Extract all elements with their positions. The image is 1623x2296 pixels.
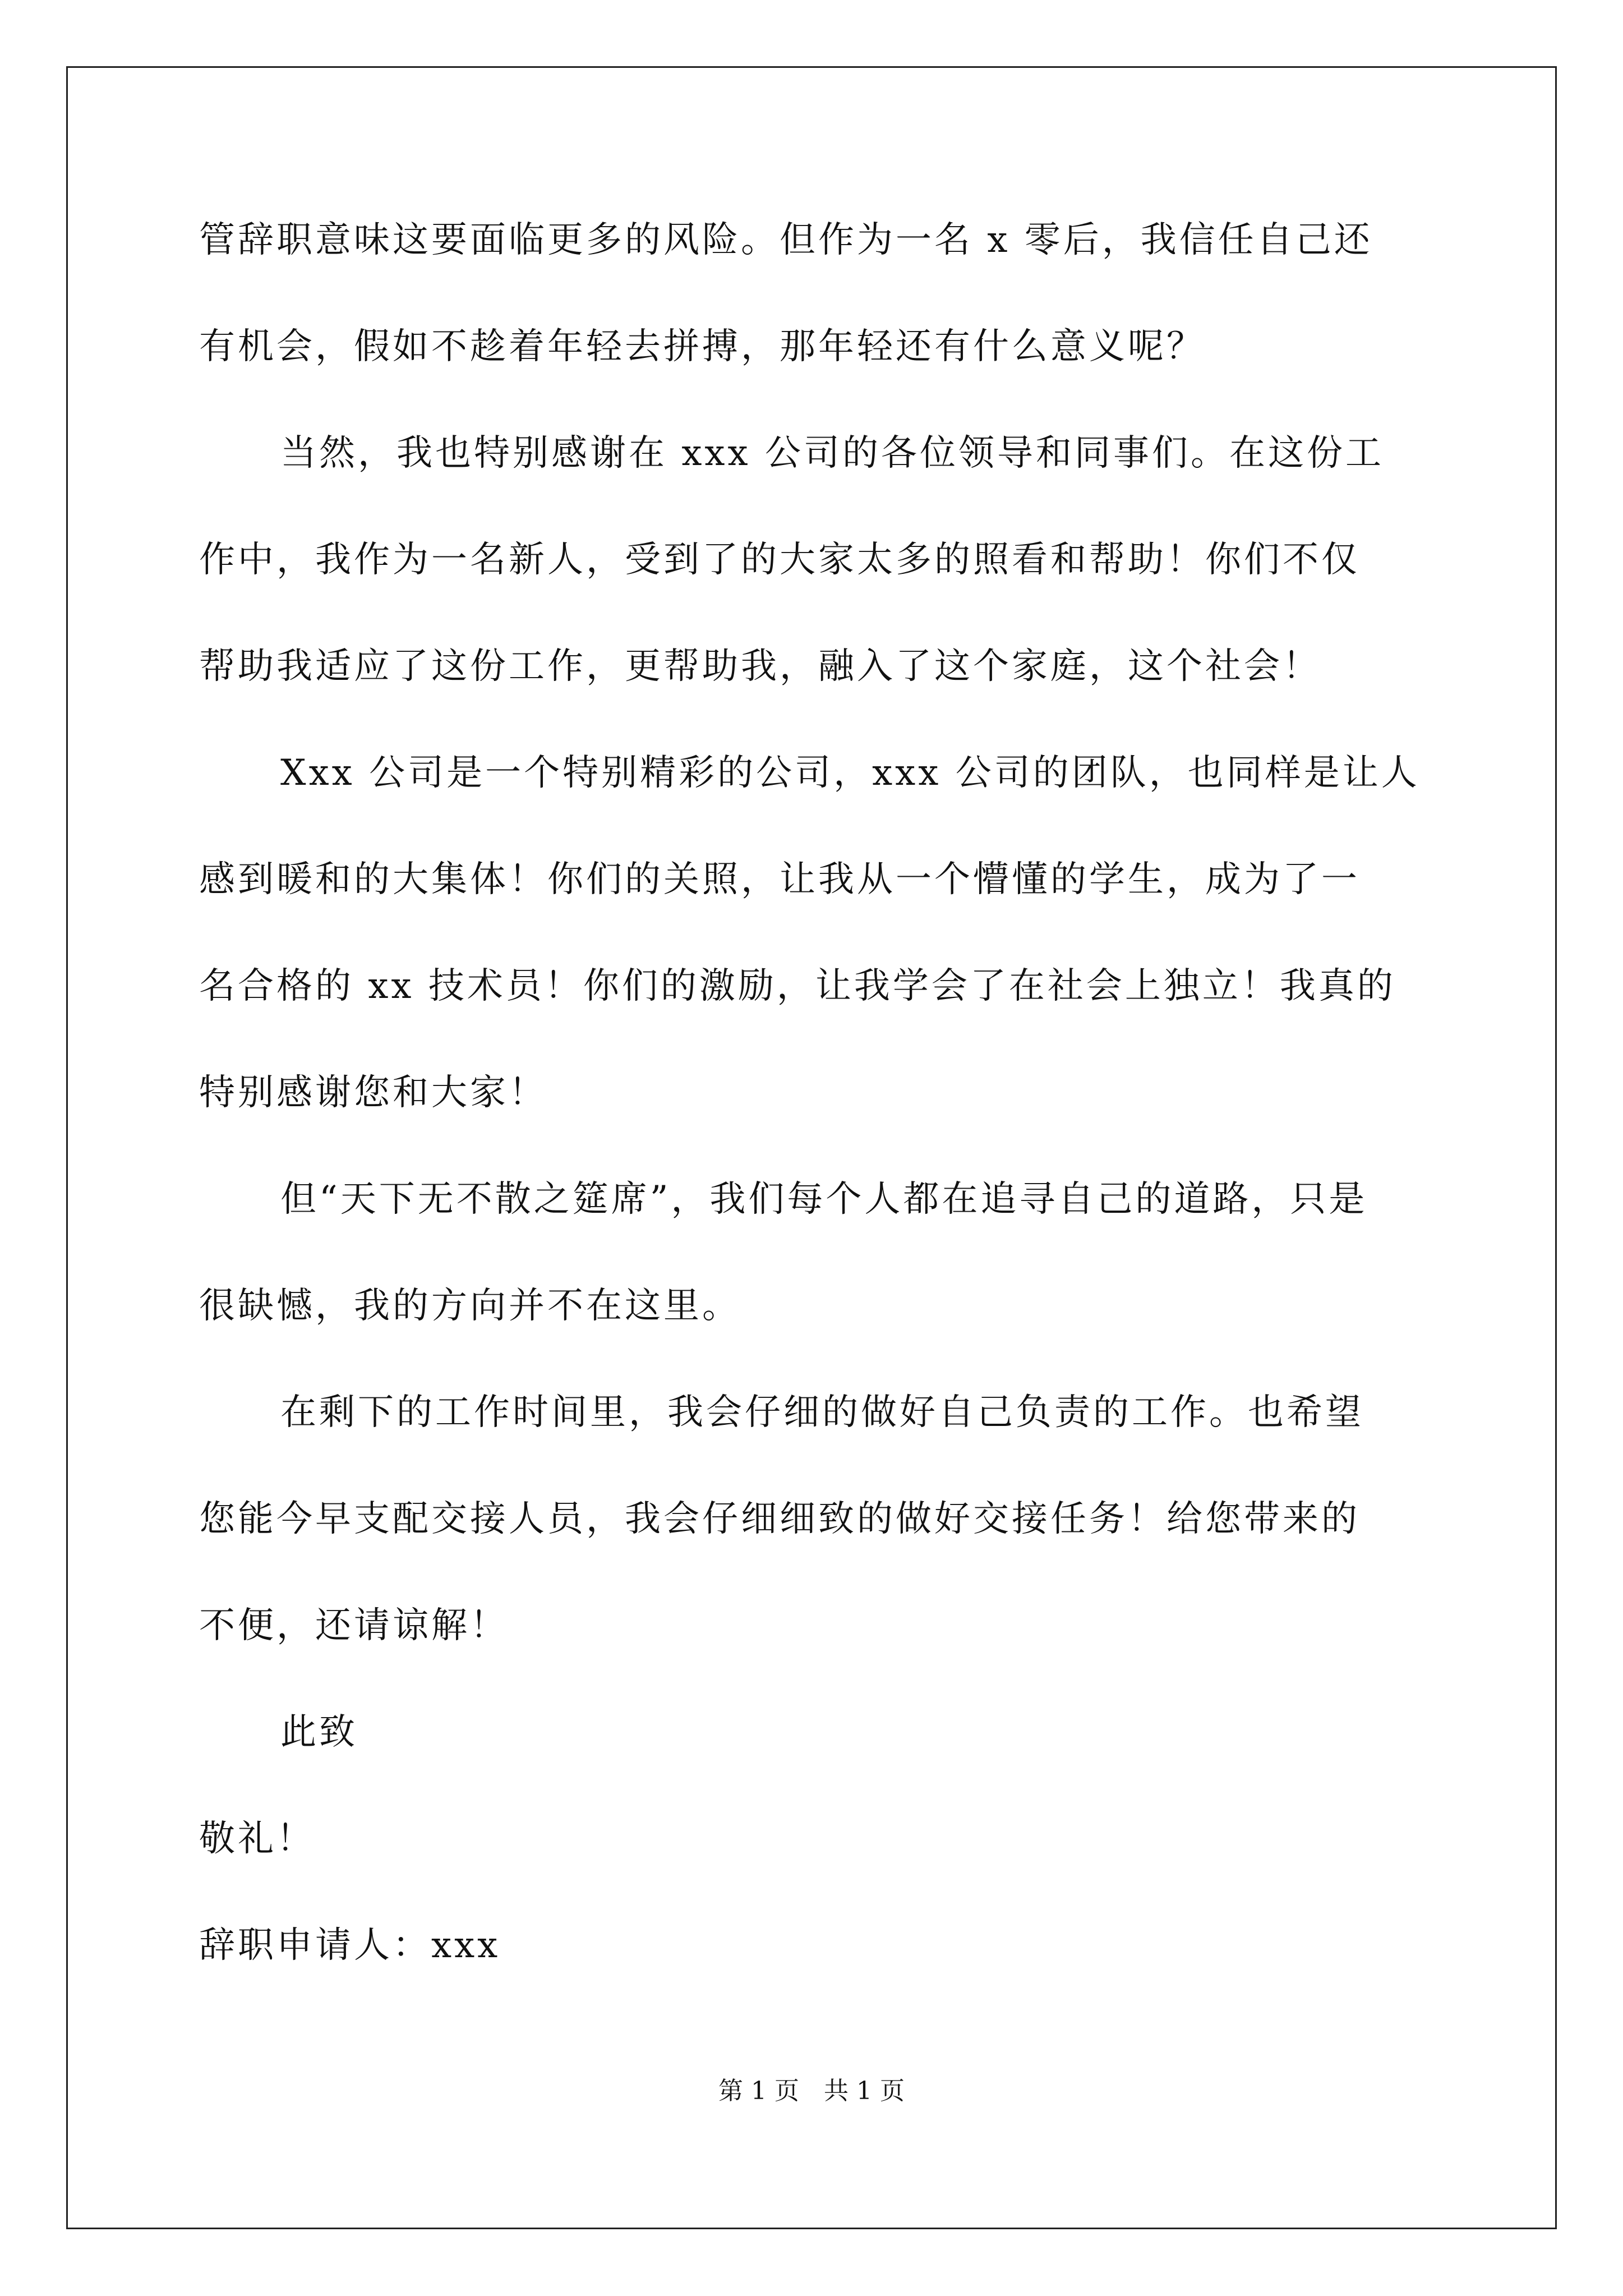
body-line: 名合格的 xx 技术员！你们的激励，让我学会了在社会上独立！我真的: [199, 965, 1396, 1007]
paragraph-start-line: 在剩下的工作时间里，我会仔细的做好自己负责的工作。也希望: [280, 1392, 1364, 1433]
salutation: 敬礼！: [199, 1818, 315, 1860]
body-line: 帮助我适应了这份工作，更帮助我，融入了这个家庭，这个社会！: [199, 646, 1321, 687]
page-number-footer: 第 1 页 共 1 页: [718, 2077, 905, 2105]
body-line: 有机会，假如不趁着年轻去拼搏，那年轻还有什么意义呢？: [199, 326, 1205, 367]
body-line: 很缺憾，我的方向并不在这里。: [199, 1285, 741, 1327]
paragraph-start-line: Xxx 公司是一个特别精彩的公司，xxx 公司的团队，也同样是让人: [280, 752, 1420, 794]
body-line: 管辞职意味这要面临更多的风险。但作为一名 x 零后，我信任自己还: [199, 219, 1373, 261]
paragraph-start-line: 当然，我也特别感谢在 xxx 公司的各位领导和同事们。在这份工: [280, 432, 1384, 474]
body-line: 感到暖和的大集体！你们的关照，让我从一个懵懂的学生，成为了一: [199, 859, 1360, 900]
closing-phrase: 此致: [280, 1711, 358, 1753]
body-line: 您能今早支配交接人员，我会仔细细致的做好交接任务！给您带来的: [199, 1498, 1360, 1540]
body-line: 不便，还请谅解！: [199, 1605, 509, 1646]
signature-line: 辞职申请人：xxx: [199, 1925, 501, 1966]
paragraph-start-line: 但“天下无不散之筵席”，我们每个人都在追寻自己的道路，只是: [280, 1179, 1368, 1220]
body-line: 特别感谢您和大家！: [199, 1072, 547, 1114]
page-border: [66, 66, 1557, 2229]
body-line: 作中，我作为一名新人，受到了的大家太多的照看和帮助！你们不仅: [199, 539, 1360, 581]
